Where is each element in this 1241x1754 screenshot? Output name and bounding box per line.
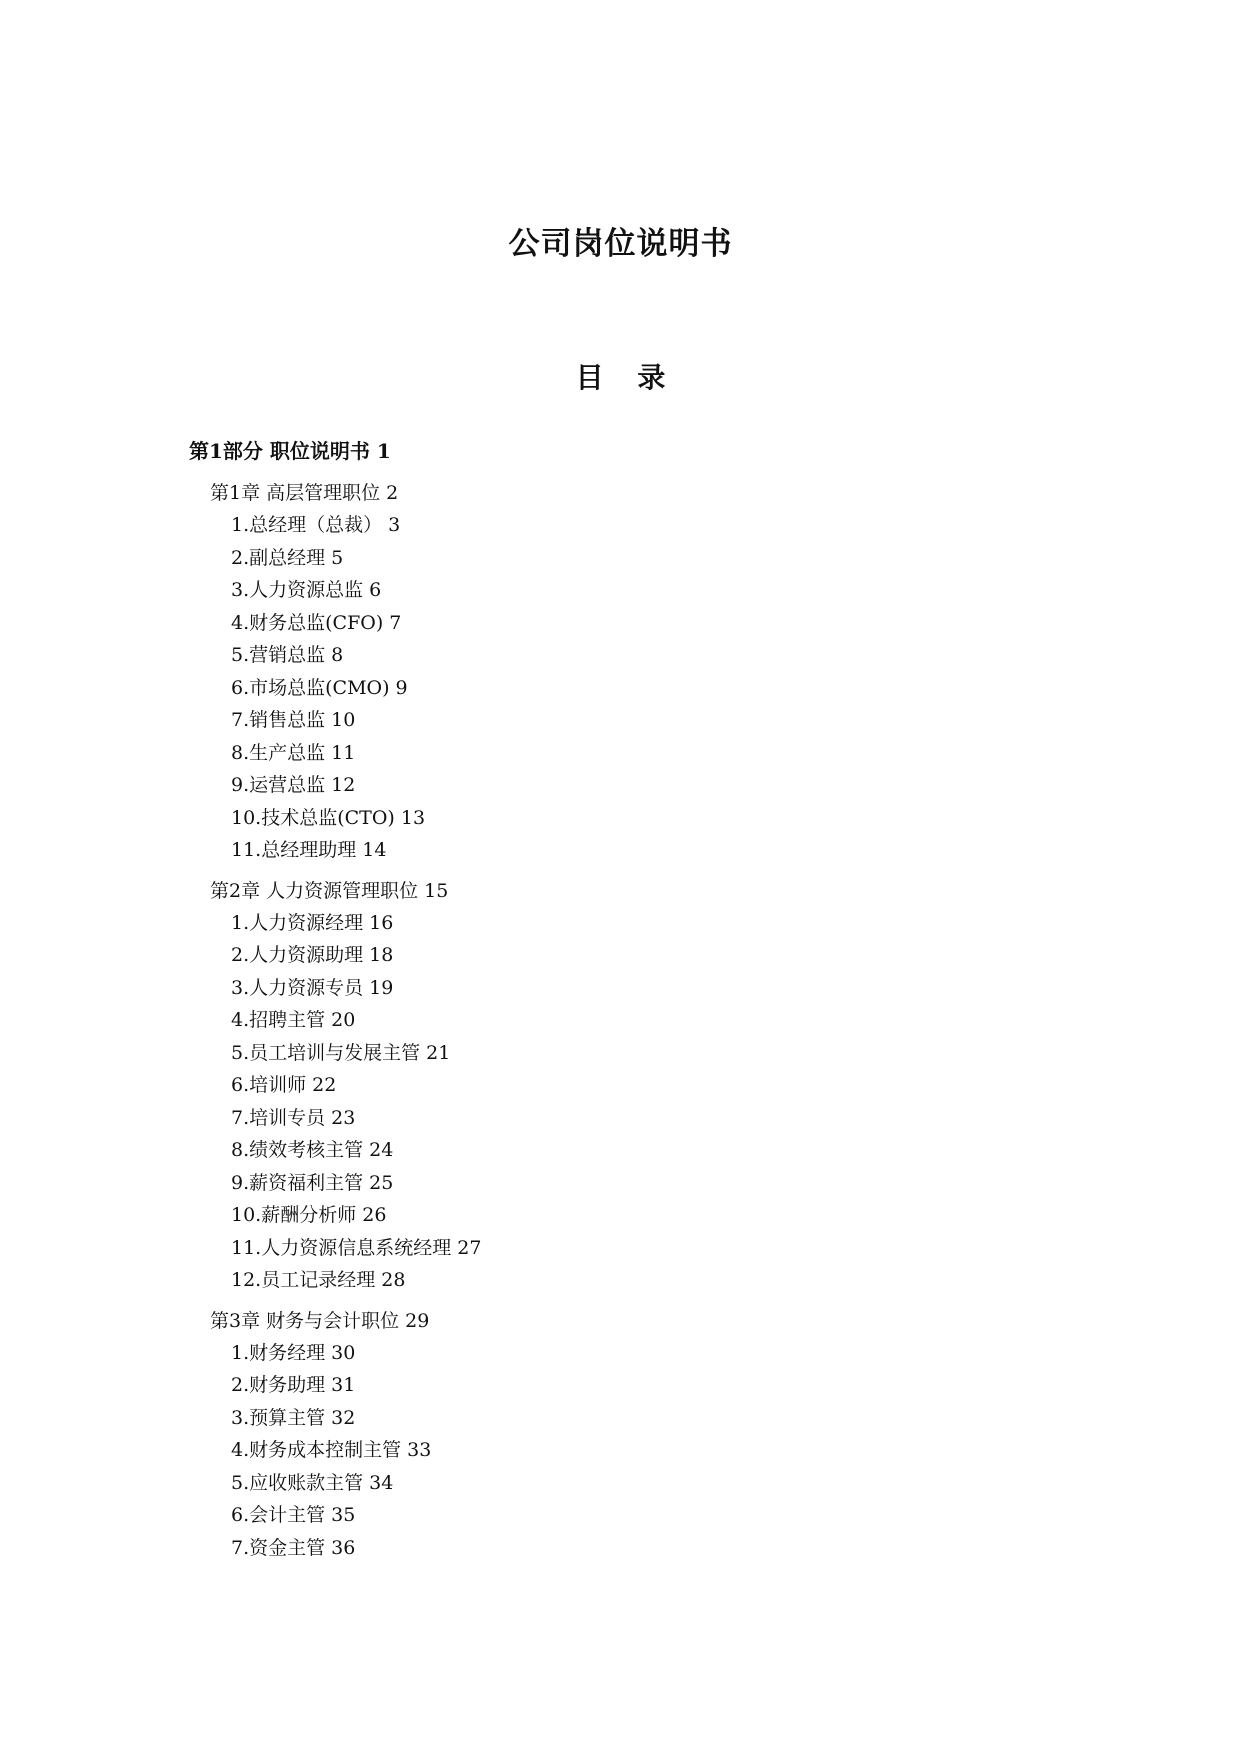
toc-entry[interactable]: 6.培训师 22 [231,1074,337,1096]
toc-entry[interactable]: 1.人力资源经理 16 [231,911,394,934]
toc-entry[interactable]: 8.生产总监 11 [231,741,356,764]
toc-entry[interactable]: 7.销售总监 10 [231,709,356,731]
toc-entry[interactable]: 4.财务成本控制主管 33 [231,1439,432,1461]
toc-entry[interactable]: 3.人力资源专员 19 [231,976,394,999]
toc-entry[interactable]: 11.人力资源信息系统经理 27 [231,1236,482,1259]
toc-entry[interactable]: 8.绩效考核主管 24 [231,1139,394,1161]
toc-entry[interactable]: 2.财务助理 31 [231,1374,356,1396]
toc-entry[interactable]: 1.总经理（总裁） 3 [231,514,401,536]
toc-entry[interactable]: 3.人力资源总监 6 [231,579,382,601]
toc-chapter-title[interactable]: 第2章 人力资源管理职位 15 [210,879,449,902]
toc-entry[interactable]: 10.薪酬分析师 26 [231,1204,387,1226]
toc-chapter [189,477,1089,867]
toc-entry[interactable]: 6.会计主管 35 [231,1504,356,1526]
toc-part[interactable]: 第1部分 职位说明书 1 [189,439,391,463]
toc-chapter [189,1305,1089,1565]
toc-chapter [189,875,1089,1297]
toc-entry[interactable]: 9.薪资福利主管 25 [231,1171,394,1194]
toc-entry[interactable]: 11.总经理助理 14 [231,839,387,861]
toc-chapter-title[interactable]: 第1章 高层管理职位 2 [210,482,399,504]
document-title: 公司岗位说明书 [508,226,733,262]
table-of-contents [189,435,1089,1572]
toc-entry[interactable]: 12.员工记录经理 28 [231,1269,406,1291]
toc-entry[interactable]: 3.预算主管 32 [231,1406,356,1429]
toc-entry[interactable]: 2.人力资源助理 18 [231,944,394,966]
toc-entry[interactable]: 7.培训专员 23 [231,1106,356,1129]
toc-entry[interactable]: 5.应收账款主管 34 [231,1471,394,1494]
toc-entry[interactable]: 7.资金主管 36 [231,1536,356,1559]
toc-entry[interactable]: 6.市场总监(CMO) 9 [231,676,408,699]
toc-entry[interactable]: 9.运营总监 12 [231,774,356,796]
toc-entry[interactable]: 4.招聘主管 20 [231,1009,356,1031]
toc-chapter-title[interactable]: 第3章 财务与会计职位 29 [210,1309,430,1332]
toc-entry[interactable]: 5.员工培训与发展主管 21 [231,1041,451,1064]
toc-entry[interactable]: 5.营销总监 8 [231,644,344,666]
toc-heading: 目 录 [575,361,678,394]
toc-entry[interactable]: 4.财务总监(CFO) 7 [231,611,402,634]
toc-entry[interactable]: 10.技术总监(CTO) 13 [231,806,426,829]
toc-entry[interactable]: 2.副总经理 5 [231,546,344,569]
toc-entry[interactable]: 1.财务经理 30 [231,1341,356,1364]
